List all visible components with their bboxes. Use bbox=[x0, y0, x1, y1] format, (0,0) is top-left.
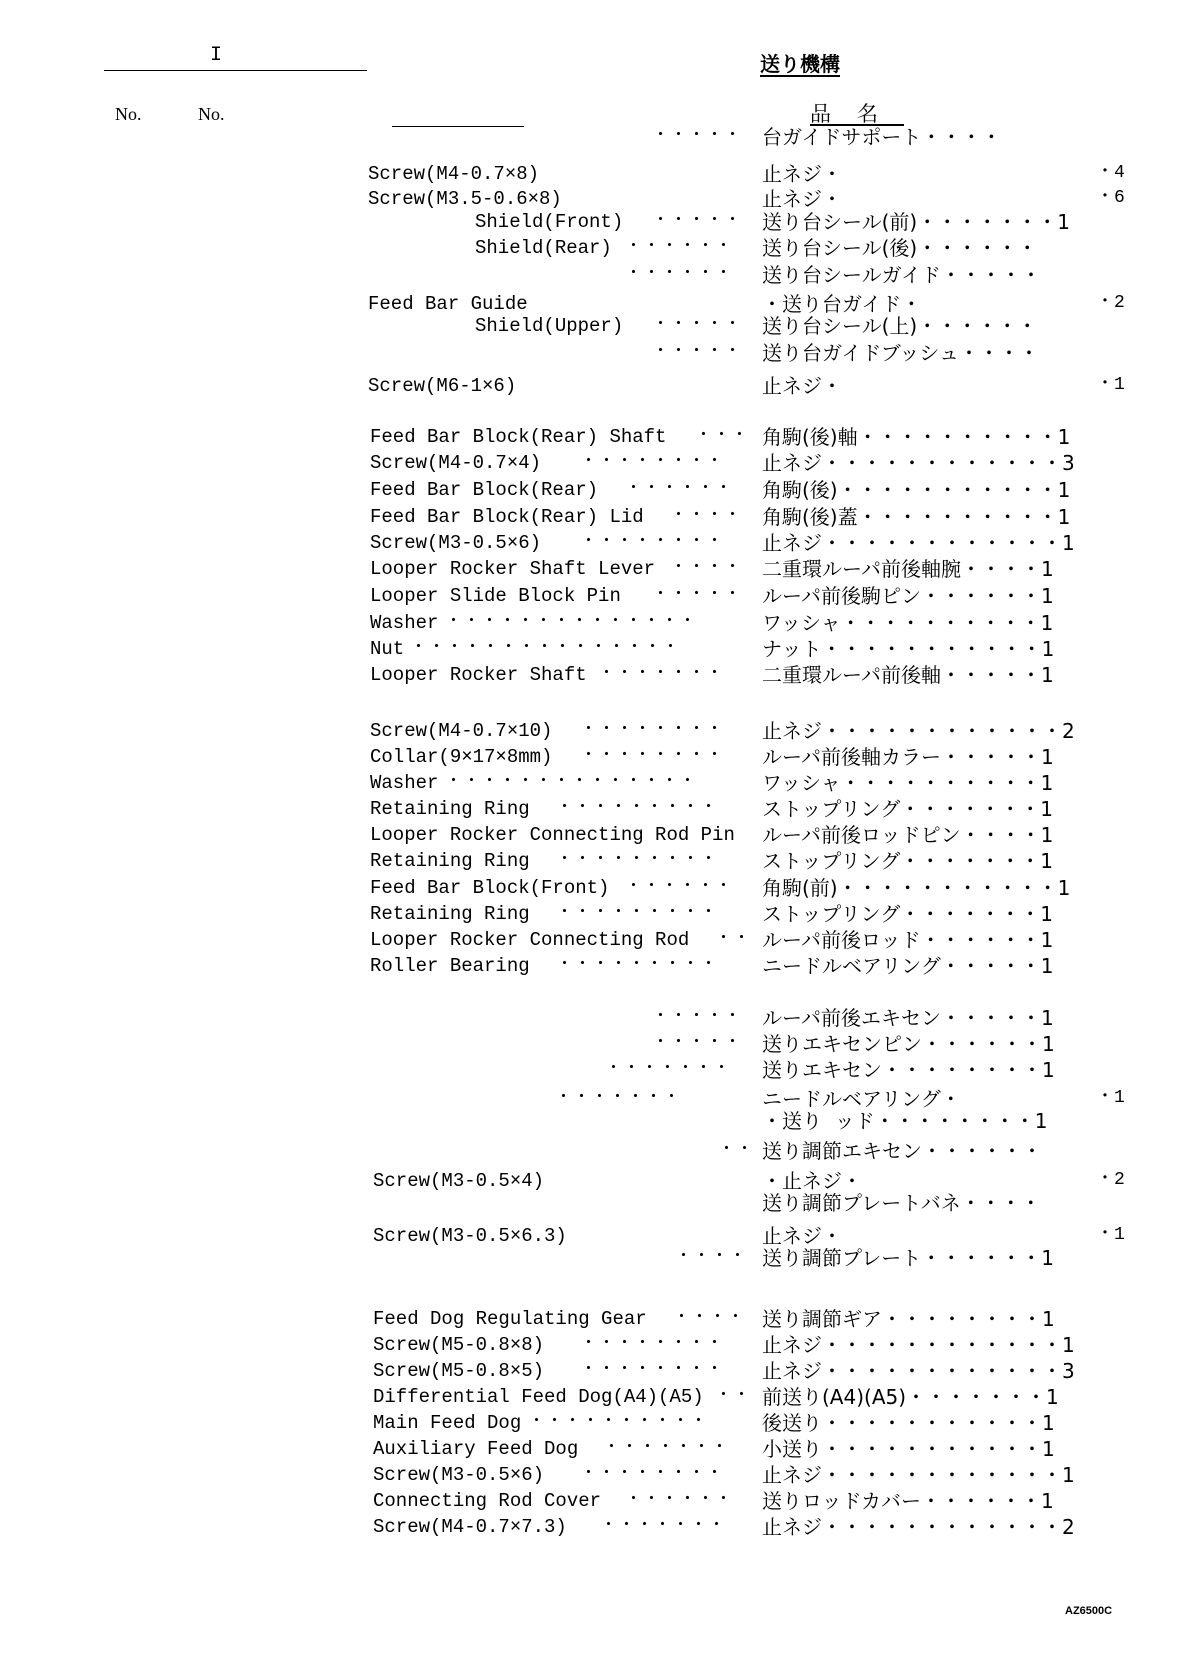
part-japanese-name: 止ネジ・・・・・・・・・・・・3 bbox=[762, 451, 1075, 475]
parts-row bbox=[0, 1110, 1183, 1134]
page-title: 送り機構 bbox=[760, 52, 840, 76]
part-english-name: Screw(M4-0.7×8) bbox=[368, 163, 540, 185]
part-japanese-name: 台ガイドサポート・・・・ bbox=[762, 125, 1002, 149]
part-japanese-name: ワッシャ・・・・・・・・・・1 bbox=[762, 611, 1054, 635]
part-english-name: Screw(M3-0.5×6) bbox=[373, 1464, 545, 1486]
part-japanese-name: 送り調節プレート・・・・・・1 bbox=[762, 1246, 1054, 1270]
part-japanese-name: 角駒(後)蓋・・・・・・・・・・1 bbox=[762, 505, 1071, 529]
part-english-name: Feed Bar Block(Rear) Lid bbox=[370, 506, 644, 528]
part-japanese-name: 送りエキセン・・・・・・・・1 bbox=[762, 1058, 1055, 1082]
part-japanese-name: ルーパ前後エキセン・・・・・1 bbox=[762, 1006, 1054, 1030]
leader-dots: ・・・・・ bbox=[652, 1034, 742, 1053]
part-english-name: Feed Dog Regulating Gear bbox=[373, 1308, 647, 1330]
column-header-part-name: 品名 bbox=[810, 102, 904, 126]
part-japanese-name: 送り調節エキセン・・・・・・ bbox=[762, 1139, 1042, 1163]
parts-row bbox=[0, 1059, 1183, 1083]
part-english-name: Washer bbox=[370, 772, 439, 794]
part-japanese-name: ルーパ前後駒ピン・・・・・・1 bbox=[762, 584, 1054, 608]
part-quantity: ・1 bbox=[1096, 375, 1125, 395]
part-english-name: Looper Rocker Shaft Lever bbox=[370, 558, 656, 580]
parts-row bbox=[0, 877, 1183, 901]
parts-row bbox=[0, 1412, 1183, 1436]
parts-row bbox=[0, 1516, 1183, 1540]
part-english-name: Washer bbox=[370, 612, 439, 634]
parts-row bbox=[0, 1490, 1183, 1514]
document-code: AZ6500C bbox=[1065, 1605, 1113, 1617]
parts-row bbox=[0, 188, 1183, 212]
part-japanese-name: ルーパ前後ロッドピン・・・・1 bbox=[762, 823, 1054, 847]
parts-row bbox=[0, 264, 1183, 288]
part-english-name: Nut bbox=[370, 638, 405, 660]
part-japanese-name: 送り台シール(前)・・・・・・・1 bbox=[762, 210, 1070, 234]
leader-dots: ・・・・・ bbox=[652, 316, 742, 335]
part-english-name: Looper Slide Block Pin bbox=[370, 585, 621, 607]
part-english-name: Screw(M3.5-0.6×8) bbox=[368, 188, 562, 210]
leader-dots: ・・・・・・・・ bbox=[580, 721, 724, 740]
parts-row bbox=[0, 1192, 1183, 1216]
part-japanese-name: 送り調節プレートバネ・・・・ bbox=[762, 1191, 1041, 1215]
leader-dots: ・・・・・・・・・ bbox=[556, 799, 718, 818]
part-english-name: Shield(Rear) bbox=[475, 237, 612, 259]
parts-row bbox=[0, 850, 1183, 874]
part-japanese-name: 送り調節ギア・・・・・・・・1 bbox=[762, 1307, 1055, 1331]
part-japanese-name: 二重環ルーパ前後軸腕・・・・1 bbox=[762, 557, 1054, 581]
parts-row bbox=[0, 506, 1183, 530]
part-quantity: ・2 bbox=[1096, 1170, 1125, 1190]
part-english-name: Screw(M5-0.8×8) bbox=[373, 1334, 545, 1356]
leader-dots: ・・ bbox=[718, 1141, 754, 1160]
parts-row bbox=[0, 798, 1183, 822]
part-japanese-name: 角駒(後)軸・・・・・・・・・・1 bbox=[762, 425, 1071, 449]
part-english-name: Screw(M5-0.8×5) bbox=[373, 1360, 545, 1382]
parts-row bbox=[0, 315, 1183, 339]
part-english-name: Feed Bar Guide bbox=[368, 293, 528, 315]
parts-row bbox=[0, 237, 1183, 261]
leader-dots: ・・・・・・・・ bbox=[580, 1335, 724, 1354]
part-japanese-name: 送り台シール(上)・・・・・・ bbox=[762, 314, 1038, 338]
leader-dots: ・・・・・・・・・ bbox=[556, 956, 718, 975]
part-japanese-name: 止ネジ・・・・・・・・・・・・2 bbox=[762, 719, 1075, 743]
part-english-name: Screw(M4-0.7×4) bbox=[370, 452, 542, 474]
part-japanese-name: ストップリング・・・・・・・1 bbox=[762, 797, 1053, 821]
parts-row bbox=[0, 824, 1183, 848]
leader-dots: ・・・・・・・ bbox=[555, 1089, 681, 1108]
part-japanese-name: 送り台シールガイド・・・・・ bbox=[762, 263, 1041, 287]
leader-dots: ・・ bbox=[715, 1387, 751, 1406]
part-japanese-name: 止ネジ・・・・・・・・・・・・1 bbox=[762, 531, 1075, 555]
part-english-name: Screw(M4-0.7×10) bbox=[370, 720, 553, 742]
parts-row bbox=[0, 211, 1183, 235]
part-japanese-name: 角駒(後)・・・・・・・・・・・1 bbox=[762, 478, 1071, 502]
part-japanese-name: 止ネジ・・・・・・・・・・・・2 bbox=[762, 1515, 1075, 1539]
parts-row bbox=[0, 1438, 1183, 1462]
part-english-name: Screw(M3-0.5×6.3) bbox=[373, 1225, 567, 1247]
leader-dots: ・・・・・・・・・・・・・・・ bbox=[410, 639, 680, 658]
parts-row bbox=[0, 479, 1183, 503]
leader-dots: ・・ bbox=[715, 930, 751, 949]
parts-row bbox=[0, 375, 1183, 399]
leader-dots: ・・・・・・・・・・・・・・ bbox=[445, 613, 697, 632]
part-english-name: Looper Rocker Connecting Rod Pin bbox=[370, 824, 735, 846]
leader-dots: ・・・・ bbox=[670, 507, 742, 526]
part-quantity: ・4 bbox=[1096, 163, 1125, 183]
part-english-name: Retaining Ring bbox=[370, 903, 530, 925]
parts-row bbox=[0, 746, 1183, 770]
part-quantity: ・6 bbox=[1096, 188, 1125, 208]
part-japanese-name: 小送り・・・・・・・・・・・1 bbox=[762, 1437, 1055, 1461]
leader-dots: ・・・・・・・・・ bbox=[556, 904, 718, 923]
part-english-name: Feed Bar Block(Front) bbox=[370, 877, 610, 899]
parts-row bbox=[0, 772, 1183, 796]
parts-row bbox=[0, 1033, 1183, 1057]
parts-row bbox=[0, 720, 1183, 744]
part-english-name: Looper Rocker Shaft bbox=[370, 664, 587, 686]
parts-row bbox=[0, 532, 1183, 556]
leader-dots: ・・・・・・ bbox=[625, 878, 733, 897]
part-japanese-name: ・止ネジ・ bbox=[762, 1169, 862, 1193]
parts-row bbox=[0, 558, 1183, 582]
part-english-name: Looper Rocker Connecting Rod bbox=[370, 929, 690, 951]
part-japanese-name: 後送り・・・・・・・・・・・1 bbox=[762, 1411, 1055, 1435]
parts-row bbox=[0, 163, 1183, 187]
part-japanese-name: 角駒(前)・・・・・・・・・・・1 bbox=[762, 876, 1071, 900]
part-japanese-name: ナット・・・・・・・・・・・1 bbox=[762, 637, 1055, 661]
parts-row bbox=[0, 1334, 1183, 1358]
part-japanese-name: ストップリング・・・・・・・1 bbox=[762, 849, 1053, 873]
leader-dots: ・・・・・・ bbox=[625, 265, 733, 284]
leader-dots: ・・・・ bbox=[673, 1309, 745, 1328]
parts-row bbox=[0, 955, 1183, 979]
part-japanese-name: 止ネジ・ bbox=[762, 187, 842, 211]
column-header-no2: No. bbox=[198, 104, 225, 124]
leader-dots: ・・・・・ bbox=[652, 212, 742, 231]
leader-dots: ・・・・・ bbox=[652, 343, 742, 362]
part-japanese-name: ルーパ前後ロッド・・・・・・1 bbox=[762, 928, 1054, 952]
part-quantity: ・2 bbox=[1096, 293, 1125, 313]
leader-dots: ・・・・・・ bbox=[625, 480, 733, 499]
part-japanese-name: ストップリング・・・・・・・1 bbox=[762, 902, 1053, 926]
part-english-name: Screw(M3-0.5×6) bbox=[370, 532, 542, 554]
part-english-name: Shield(Upper) bbox=[475, 315, 624, 337]
part-english-name: Shield(Front) bbox=[475, 211, 624, 233]
part-english-name: Differential Feed Dog(A4)(A5) bbox=[373, 1386, 704, 1408]
parts-row bbox=[0, 452, 1183, 476]
parts-row bbox=[0, 664, 1183, 688]
leader-dots: ・・・・・・・・・・ bbox=[528, 1413, 708, 1432]
leader-dots: ・・・・・・・・・ bbox=[556, 851, 718, 870]
parts-row bbox=[0, 1140, 1183, 1164]
part-english-name: Retaining Ring bbox=[370, 798, 530, 820]
leader-dots: ・・・・・・・ bbox=[598, 665, 724, 684]
leader-dots: ・・・・・・・・ bbox=[580, 453, 724, 472]
part-japanese-name: ・送り台ガイド・ bbox=[762, 292, 922, 316]
parts-row bbox=[0, 126, 1183, 150]
part-english-name: Screw(M4-0.7×7.3) bbox=[373, 1516, 567, 1538]
part-english-name: Collar(9×17×8mm) bbox=[370, 746, 553, 768]
part-japanese-name: 送り台ガイドブッシュ・・・・ bbox=[762, 341, 1039, 365]
leader-dots: ・・・・・・・ bbox=[603, 1439, 729, 1458]
part-quantity: ・1 bbox=[1096, 1088, 1125, 1108]
leader-dots: ・・・・・・ bbox=[625, 1491, 733, 1510]
part-japanese-name: 止ネジ・ bbox=[762, 162, 842, 186]
part-japanese-name: 止ネジ・ bbox=[762, 1224, 842, 1248]
part-japanese-name: 止ネジ・・・・・・・・・・・・1 bbox=[762, 1463, 1075, 1487]
parts-row bbox=[0, 929, 1183, 953]
leader-dots: ・・・・・ bbox=[652, 127, 742, 146]
part-english-name: Auxiliary Feed Dog bbox=[373, 1438, 579, 1460]
parts-row bbox=[0, 342, 1183, 366]
part-english-name: Roller Bearing bbox=[370, 955, 530, 977]
leader-dots: ・・・・ bbox=[670, 559, 742, 578]
leader-dots: ・・・・・・ bbox=[625, 238, 733, 257]
column-header-no1: No. bbox=[115, 104, 142, 124]
leader-dots: ・・・・・・・・ bbox=[580, 1361, 724, 1380]
parts-row bbox=[0, 612, 1183, 636]
part-japanese-name: ニードルベアリング・・・・・1 bbox=[762, 954, 1054, 978]
part-japanese-name: ルーパ前後軸カラー・・・・・1 bbox=[762, 745, 1054, 769]
figure-number: I bbox=[210, 44, 223, 67]
parts-row bbox=[0, 1247, 1183, 1271]
part-japanese-name: 止ネジ・・・・・・・・・・・・3 bbox=[762, 1359, 1075, 1383]
part-japanese-name: 送りエキセンピン・・・・・・1 bbox=[762, 1032, 1055, 1056]
leader-dots: ・・・・ bbox=[675, 1248, 747, 1267]
leader-dots: ・・・・・・・ bbox=[605, 1060, 731, 1079]
parts-row bbox=[0, 1386, 1183, 1410]
part-japanese-name: 止ネジ・・・・・・・・・・・・1 bbox=[762, 1333, 1075, 1357]
part-quantity: ・1 bbox=[1096, 1225, 1125, 1245]
leader-dots: ・・・ bbox=[695, 427, 749, 446]
leader-dots: ・・・・・・・・ bbox=[580, 533, 724, 552]
part-japanese-name: ワッシャ・・・・・・・・・・1 bbox=[762, 771, 1054, 795]
parts-row bbox=[0, 638, 1183, 662]
leader-dots: ・・・・・・・・ bbox=[580, 1465, 724, 1484]
parts-row bbox=[0, 1308, 1183, 1332]
part-japanese-name: ニードルベアリング・ bbox=[762, 1087, 961, 1111]
parts-row bbox=[0, 585, 1183, 609]
part-japanese-name: 前送り(A4)(A5)・・・・・・・1 bbox=[762, 1385, 1059, 1409]
part-japanese-name: ・送り ッド・・・・・・・・1 bbox=[762, 1109, 1048, 1133]
part-english-name: Feed Bar Block(Rear) bbox=[370, 479, 599, 501]
part-japanese-name: 二重環ルーパ前後軸・・・・・1 bbox=[762, 663, 1054, 687]
part-english-name: Screw(M6-1×6) bbox=[368, 375, 517, 397]
leader-dots: ・・・・・ bbox=[652, 1008, 742, 1027]
part-english-name: Feed Bar Block(Rear) Shaft bbox=[370, 426, 667, 448]
part-english-name: Main Feed Dog bbox=[373, 1412, 522, 1434]
leader-dots: ・・・・・・・・・・・・・・ bbox=[445, 773, 697, 792]
part-english-name: Retaining Ring bbox=[370, 850, 530, 872]
part-english-name: Connecting Rod Cover bbox=[373, 1490, 602, 1512]
leader-dots: ・・・・・ bbox=[652, 586, 742, 605]
parts-row bbox=[0, 1464, 1183, 1488]
leader-dots: ・・・・・・・ bbox=[600, 1517, 726, 1536]
part-english-name: Screw(M3-0.5×4) bbox=[373, 1170, 545, 1192]
part-japanese-name: 送り台シール(後)・・・・・・ bbox=[762, 236, 1038, 260]
part-japanese-name: 送りロッドカバー・・・・・・1 bbox=[762, 1489, 1054, 1513]
parts-row bbox=[0, 1007, 1183, 1031]
parts-row bbox=[0, 1360, 1183, 1384]
parts-row bbox=[0, 903, 1183, 927]
leader-dots: ・・・・・・・・ bbox=[580, 747, 724, 766]
parts-row bbox=[0, 426, 1183, 450]
header-figure-rule bbox=[104, 70, 367, 71]
part-japanese-name: 止ネジ・ bbox=[762, 374, 842, 398]
